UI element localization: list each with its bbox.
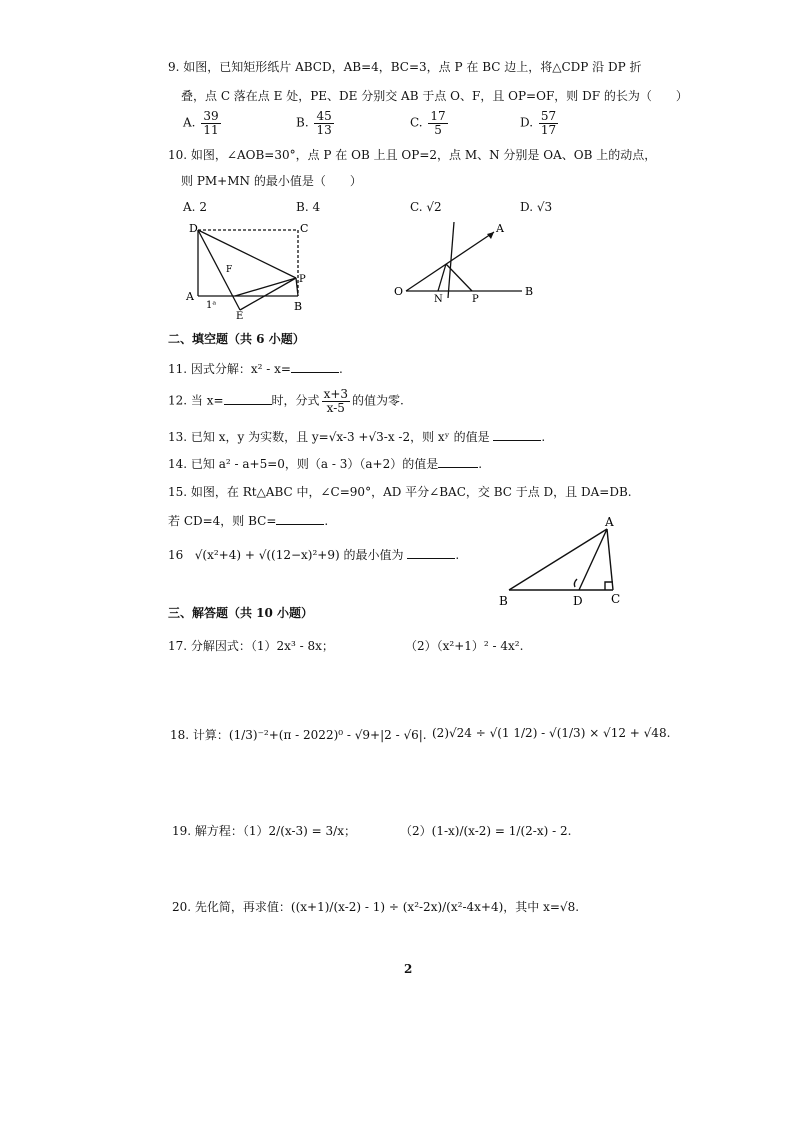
q9-line2: 叠，点 C 落在点 E 处，PE、DE 分别交 AB 于点 O、F，且 OP=OF，则 DF 的长为（ ） (181, 89, 688, 103)
section-solve-title: 三、解答题（共 10 小题） (168, 606, 314, 620)
q16-expression: √(x²+4) + √((12−x)²+9) (194, 548, 340, 562)
fig3-label-b: B (499, 594, 508, 608)
q10-line1: 10. 如图，∠AOB=30°，点 P 在 OB 上且 OP=2，点 M、N 分别是 OA、OB 上的动点， (168, 148, 657, 162)
q20: 20. 先化简，再求值：((x+1)/(x-2) - 1) ÷ (x²-2x)/(x²-4x+4)，其中 x=√8. (172, 900, 580, 914)
q9-option-a[interactable] (183, 110, 223, 136)
option-fraction: $\frac{57}{17}$ (540, 109, 557, 137)
q19: 19. 解方程：（1）2/(x-3) = 3/x； (172, 824, 356, 838)
q11: 11. 因式分解：x² - x= . (168, 362, 343, 376)
option-letter: A. (183, 115, 196, 130)
q17: 17. 分解因式：（1）2x³ - 8x； (168, 639, 334, 653)
option-fraction: $\frac{39}{11}$ (203, 109, 219, 137)
q13: 13. 已知 x，y 为实数，且 y=√x-3 +√3-x -2，则 xʸ 的值是 . (168, 430, 546, 444)
fig1-label-seg: 1ᵃ (206, 300, 217, 311)
q17-part1: （1）2x³ - 8x； (250, 639, 334, 653)
q18: 18. 计算：(1/3)⁻²+(π - 2022)⁰ - √9+|2 - √6|. (170, 728, 427, 742)
q9-line1: 9. 如图，已知矩形纸片 ABCD，AB=4，BC=3，点 P 在 BC 边上，将△CDP 沿 DP 折 (168, 60, 642, 74)
q10-option-a[interactable]: A. 2 (183, 200, 207, 214)
fig1-label-f: F (226, 265, 233, 275)
fig1-label-c: C (300, 222, 309, 235)
q16-answer-blank[interactable] (407, 547, 455, 559)
page-number: 2 (404, 962, 413, 976)
fig1-label-e: E (236, 311, 244, 320)
fig1-label-p: P (299, 274, 306, 285)
q12: 12. 当 x= 时，分式 $\frac{x+3}{x-5}$ 的值为零. (168, 387, 404, 415)
fig3-label-d: D (573, 594, 583, 608)
section-fill-in-title: 二、填空题（共 6 小题） (168, 332, 305, 346)
option-fraction: $\frac{17}{5}$ (430, 109, 446, 137)
q15-line2: 若 CD=4，则 BC= . (168, 514, 329, 528)
fig2-label-n: N (434, 294, 443, 305)
q15-line1: 15. 如图，在 Rt△ABC 中，∠C=90°，AD 平分∠BAC，交 BC 于点 D，且 DA=DB. (168, 485, 632, 499)
q18-part1: (1/3)⁻²+(π - 2022)⁰ - √9+|2 - √6|. (228, 728, 427, 742)
figure-rectangle-fold (180, 220, 320, 320)
q19-part1: （1）2/(x-3) = 3/x； (242, 824, 356, 838)
fig2-label-a: A (496, 222, 504, 235)
q10-option-c[interactable]: C. √2 (410, 200, 442, 214)
q14-answer-blank[interactable] (438, 456, 478, 468)
q11-answer-blank[interactable] (291, 361, 339, 373)
fig1-label-b: B (294, 300, 303, 313)
q10-option-d[interactable]: D. √3 (520, 200, 553, 214)
q19-part2: （2）(1-x)/(x-2) = 1/(2-x) - 2. (400, 824, 572, 838)
q13-answer-blank[interactable] (493, 429, 541, 441)
option-letter: D. (520, 115, 534, 130)
q9-option-c[interactable] (410, 110, 450, 136)
option-letter: C. (410, 115, 423, 130)
fig2-label-b: B (525, 285, 534, 298)
fig3-label-a: A (605, 515, 614, 529)
fig1-label-d: D (189, 222, 198, 235)
fig2-label-o: O (394, 285, 404, 298)
q16: 16 √(x²+4) + √((12−x)²+9) 的最小值为 . (168, 548, 460, 562)
figure-right-triangle (495, 515, 635, 610)
q14: 14. 已知 a² - a+5=0，则（a - 3）（a+2）的值是 . (168, 457, 483, 471)
fig2-label-p: P (472, 294, 479, 305)
q20-expression: ((x+1)/(x-2) - 1) ÷ (x²-2x)/(x²-4x+4) (290, 900, 504, 914)
q15-answer-blank[interactable] (276, 513, 324, 525)
option-fraction: $\frac{45}{13}$ (316, 109, 332, 137)
q10-line2: 则 PM+MN 的最小值是（ ） (181, 174, 362, 188)
figure-angle-aob (390, 218, 550, 308)
q12-fraction: $\frac{x+3}{x-5}$ (323, 387, 349, 415)
q10-option-b[interactable]: B. 4 (296, 200, 321, 214)
q12-answer-blank[interactable] (224, 393, 272, 405)
q9-option-d[interactable] (520, 110, 560, 136)
q17-part2: （2）（x²+1）² - 4x². (405, 639, 524, 653)
q9-option-b[interactable] (296, 110, 336, 136)
fig3-label-c: C (611, 592, 621, 606)
q18-part2: (2)√24 ÷ √(1 1/2) - √(1/3) × √12 + √48. (432, 726, 671, 740)
option-letter: B. (296, 115, 309, 130)
fig1-label-a: A (186, 290, 194, 303)
